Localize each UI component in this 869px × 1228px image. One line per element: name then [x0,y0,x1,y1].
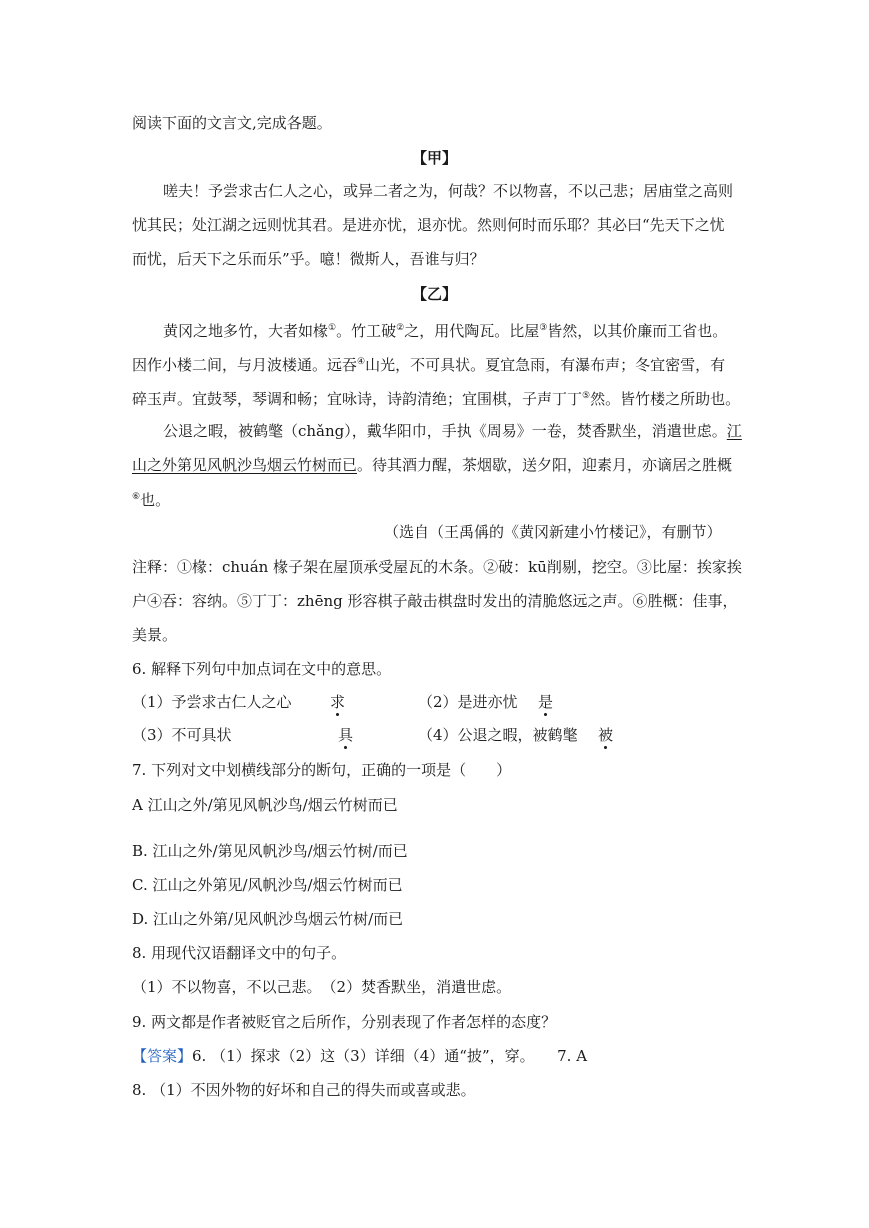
yi-p1-line2-a: 因作小楼二间，与月波楼通。远吞 [132,356,358,374]
notes-line-1: 注释：①椽：chuán 椽子架在屋顶承受屋瓦的木条。②破：kū削剔，挖空。③比屋：挨家挨 [132,558,742,576]
question-6-stem: 6. 解释下列句中加点词在文中的意思。 [132,660,392,678]
question-7-option-a: A 江山之外/第见风帆沙鸟/烟云竹树而已 [132,796,398,814]
notes-line-2: 户④吞：容纳。⑤丁丁：zhēng 形容棋子敲击棋盘时发出的清脆悠远之声。⑥胜概：佳事， [132,592,738,610]
question-7-option-b: B. 江山之外/第见风帆沙鸟/烟云竹树/而已 [132,842,408,860]
yi-p1-c: 之，用代陶瓦。比屋 [404,322,540,340]
question-6-item-1: （1）予尝求古仁人之心 [132,693,292,711]
question-8-stem: 8. 用现代汉语翻译文中的句子。 [132,944,347,962]
yi-p2-line2-plain: 。待其酒力醒，茶烟歇，送夕阳，迎素月，亦谪居之胜概 [357,456,733,474]
footnote-marker-2: ② [396,323,405,333]
question-6-item-3: （3）不可具状 [132,726,232,744]
question-6-word-1: 求 [330,693,346,711]
yi-p2-line-3 [132,487,170,510]
question-7-stem: 7. 下列对文中划横线部分的断句，正确的一项是（ ） [132,761,512,779]
yi-p2-underlined-start: 江 [726,422,742,440]
question-7-option-c: C. 江山之外第见/风帆沙鸟/烟云竹树而已 [132,876,403,894]
yi-p2-line1-plain: 公退之暇，被鹤氅（chǎng），戴华阳巾，手执《周易》一卷，焚香默坐，消遣世虑。 [163,422,727,440]
intro-text: 阅读下面的文言文,完成各题。 [132,114,332,132]
question-6-word-3: 具 [338,726,354,744]
yi-p1-b: 。竹工破 [336,322,397,340]
jia-line-3: 而忧，后天下之乐而乐”乎。噫！微斯人，吾谁与归？ [132,250,485,268]
source-citation: （选自（王禹偁的《黄冈新建小竹楼记》，有删节） [384,523,722,541]
yi-p1-line-1 [163,318,727,341]
yi-p1-line3-b: 然。皆竹楼之所助也。 [590,390,741,408]
question-6-item-2: （2）是进亦忧 [418,693,518,711]
yi-p1-a: 黄冈之地多竹，大者如椽 [163,322,329,340]
section-jia-heading: 【甲】 [411,149,457,167]
answer-line-2: 8. （1）不因外物的好坏和自己的得失而或喜或悲。 [132,1081,476,1099]
yi-p2-underlined-sentence: 山之外第见风帆沙鸟烟云竹树而已 [132,456,358,474]
jia-line-1: 嗟夫！予尝求古仁人之心，或异二者之为，何哉？不以物喜，不以己悲；居庙堂之高则 [163,182,734,200]
section-yi-heading: 【乙】 [411,285,457,303]
yi-p2-line-2 [132,455,732,475]
jia-line-2: 忧其民；处江湖之远则忧其君。是进亦忧，退亦忧。然则何时而乐耶？其必曰“先天下之忧 [132,216,725,234]
yi-p1-line2-b: 山光，不可具状。夏宜急雨，有瀑布声；冬宜密雪，有 [365,356,726,374]
question-6-word-2: 是 [538,693,554,711]
yi-p1-d: 皆然，以其价廉而工省也。 [547,322,728,340]
answer-text: 6. （1）探求（2）这（3）详细（4）通“披”，穿。 7. A [192,1047,588,1065]
question-6-item-4: （4）公退之暇，被鹤氅 [418,726,578,744]
yi-p1-line-3 [132,386,740,409]
yi-p1-line-2 [132,352,725,375]
question-7-option-d: D. 江山之外第/见风帆沙鸟烟云竹树/而已 [132,910,404,928]
answer-tag: 【答案】 [132,1047,193,1065]
footnote-marker-1: ① [328,323,337,333]
notes-line-3: 美景。 [132,626,178,644]
question-6-word-4: 被 [598,726,614,744]
question-8-items: （1）不以物喜，不以己悲。 （2）焚香默坐，消遣世虑。 [132,978,512,996]
footnote-marker-6: ⑥ [132,492,141,502]
yi-p2-line3-text: 也。 [140,491,171,509]
footnote-marker-3: ③ [539,323,548,333]
yi-p1-line3-a: 碎玉声。宜鼓琴，琴调和畅；宜咏诗，诗韵清绝；宜围棋，子声丁丁 [132,390,583,408]
question-9-stem: 9. 两文都是作者被贬官之后所作，分别表现了作者怎样的态度？ [132,1013,557,1031]
footnote-marker-5: ⑤ [582,391,591,401]
answer-line-1 [132,1046,587,1066]
footnote-marker-4: ④ [357,357,366,367]
yi-p2-line-1 [163,421,742,441]
